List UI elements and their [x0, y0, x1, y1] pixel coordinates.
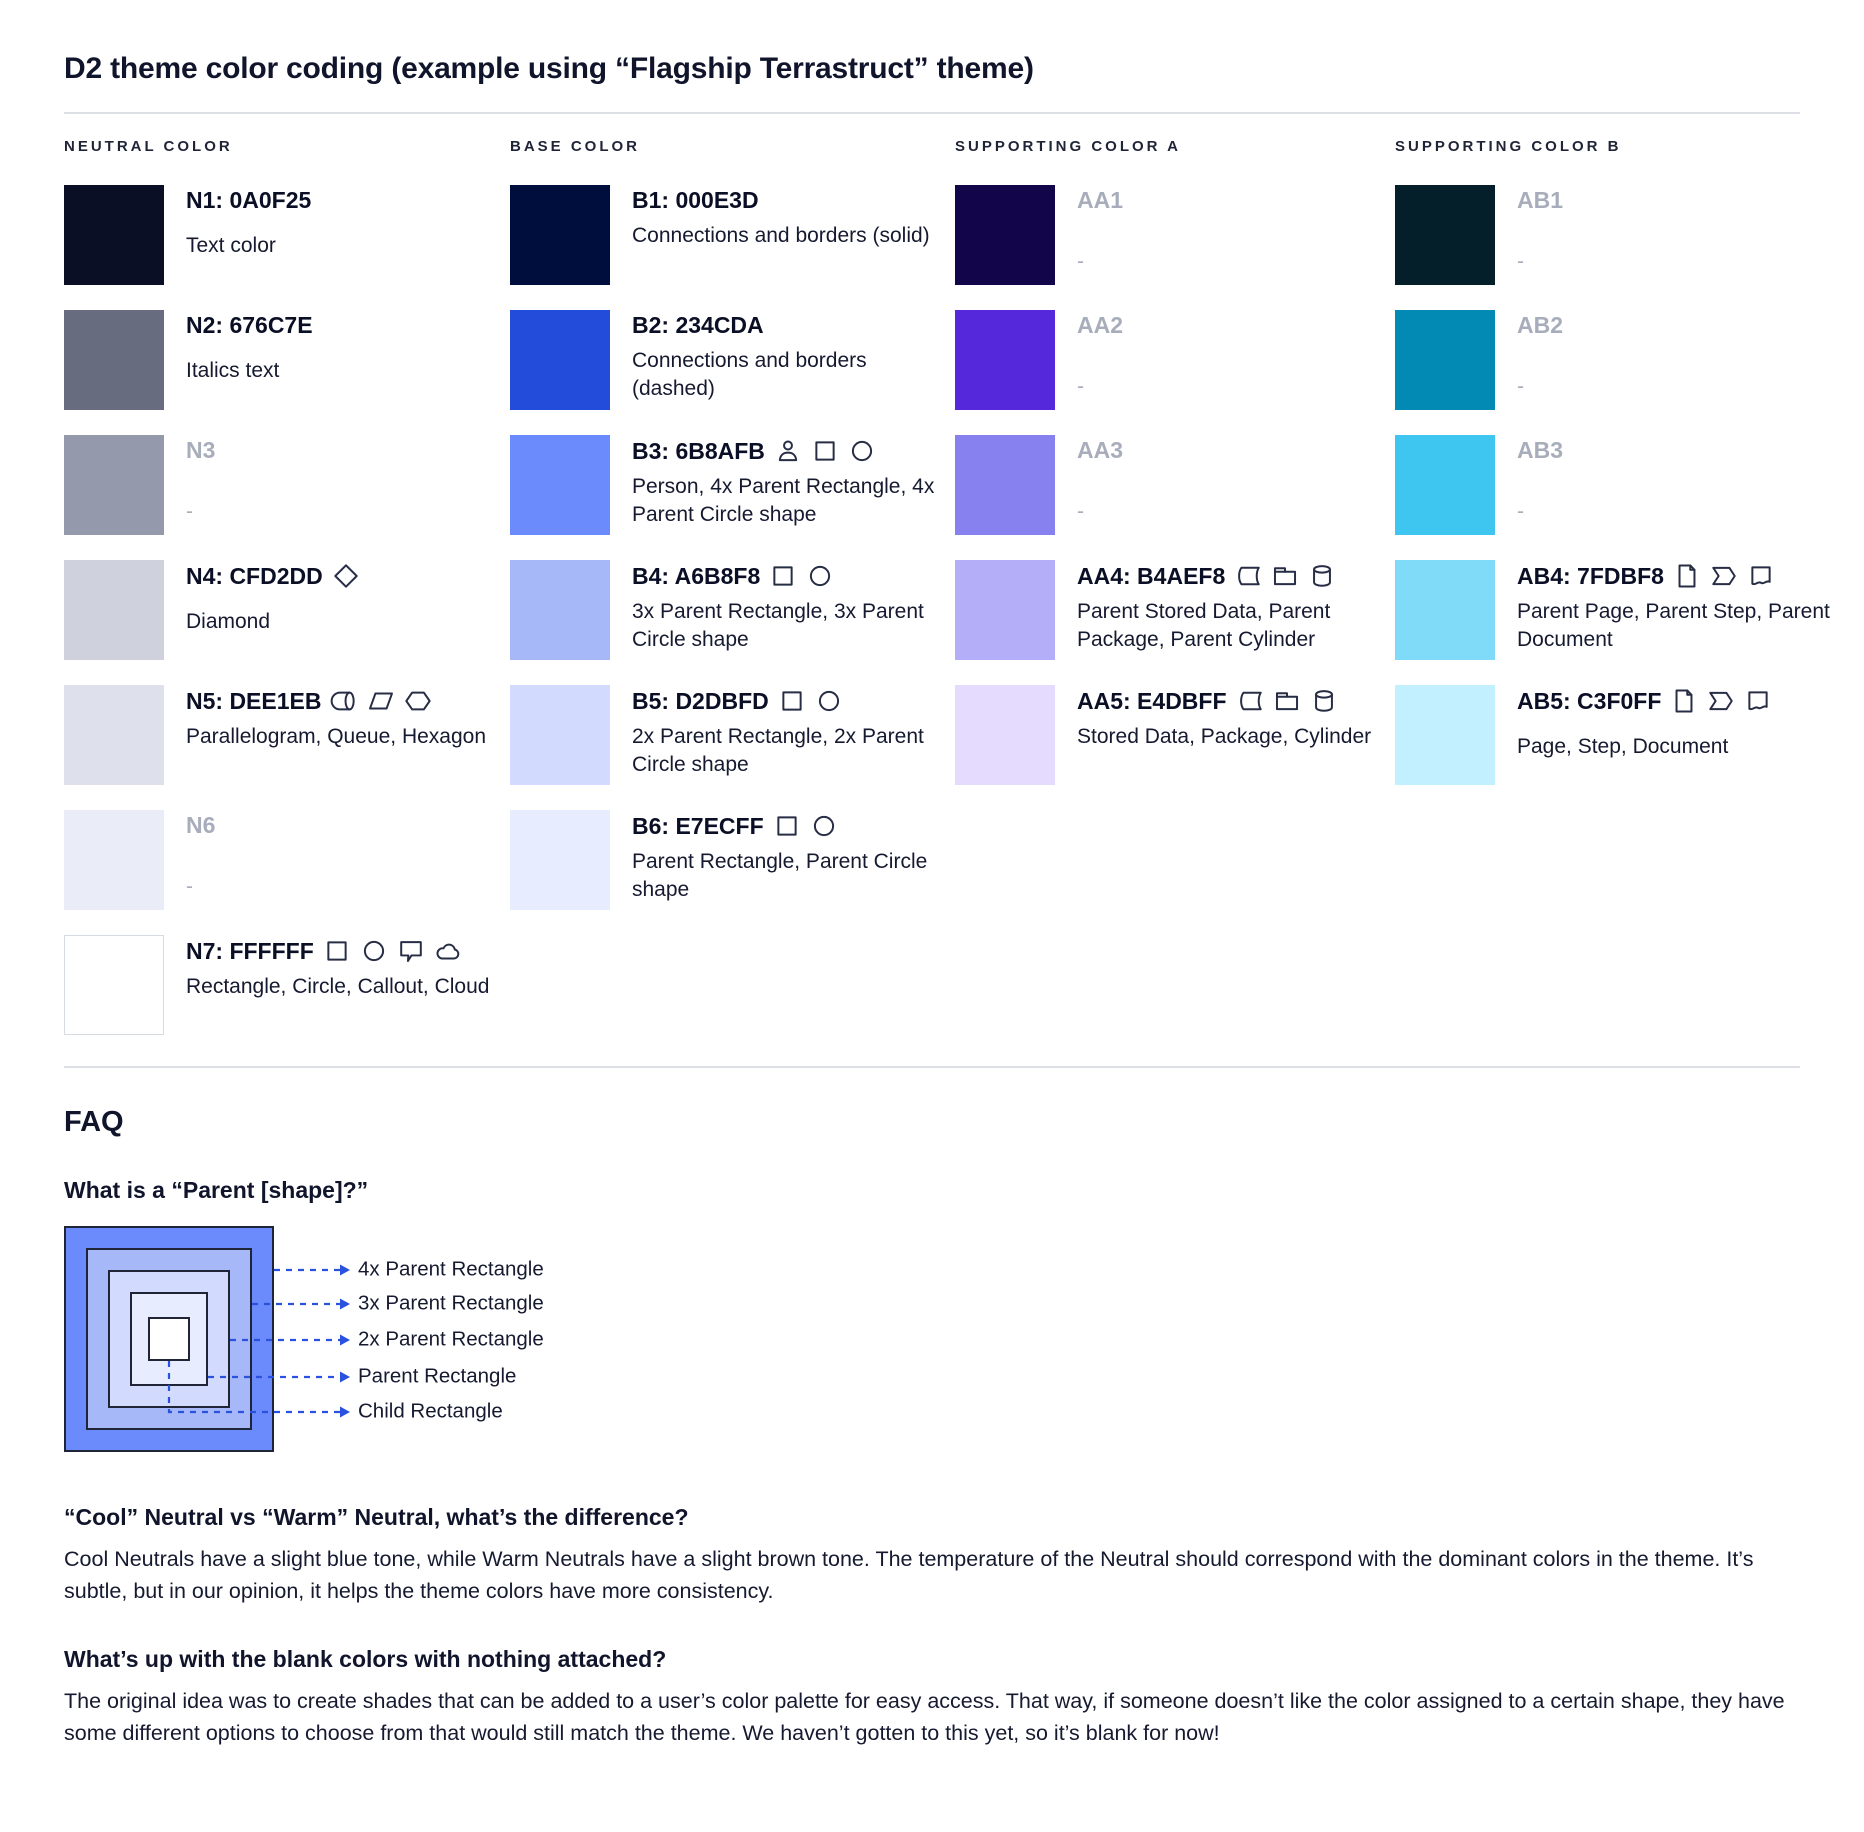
color-label: N6 — [186, 812, 216, 838]
rectangle-icon — [769, 562, 797, 590]
color-row — [510, 185, 955, 285]
color-row-text — [186, 810, 504, 910]
color-row-text — [632, 435, 950, 535]
color-row — [955, 310, 1395, 410]
color-label: AA5: E4DBFF — [1077, 687, 1227, 714]
color-row — [64, 685, 510, 785]
cylinder-icon — [1308, 562, 1336, 590]
color-row — [1395, 185, 1835, 285]
color-row-text — [186, 935, 504, 1035]
color-row-text — [632, 310, 950, 410]
document-icon — [1747, 562, 1775, 590]
color-row-text — [1077, 310, 1395, 410]
color-desc: Italics text — [186, 359, 280, 382]
color-desc: Parent Page, Parent Step, Parent Document — [1517, 600, 1830, 651]
color-desc: Page, Step, Document — [1517, 735, 1729, 758]
color-swatch — [510, 185, 610, 285]
color-desc: - — [1517, 375, 1524, 398]
package-icon — [1273, 687, 1301, 715]
column-header: SUPPORTING COLOR B — [1395, 138, 1622, 155]
color-desc: 3x Parent Rectangle, 3x Parent Circle shape — [632, 600, 924, 651]
color-swatch — [955, 310, 1055, 410]
color-swatch — [64, 185, 164, 285]
color-swatch — [510, 810, 610, 910]
color-label: AB3 — [1517, 437, 1564, 463]
circle-icon — [360, 937, 388, 965]
faq-q2-heading: “Cool” Neutral vs “Warm” Neutral, what’s the difference? — [64, 1504, 689, 1530]
cylinder-icon — [1310, 687, 1338, 715]
color-label: AA3 — [1077, 437, 1124, 463]
color-row — [1395, 685, 1835, 785]
color-row — [955, 435, 1395, 535]
color-row — [510, 685, 955, 785]
color-swatch — [64, 935, 164, 1035]
color-swatch — [1395, 560, 1495, 660]
column-header: BASE COLOR — [510, 138, 641, 155]
color-row-text — [632, 685, 950, 785]
color-row-text — [186, 685, 504, 785]
color-row-text — [1077, 435, 1395, 535]
palette-column — [64, 138, 510, 1060]
diamond-icon — [332, 562, 360, 590]
color-row-text — [632, 560, 950, 660]
faq-section — [64, 1106, 1800, 1749]
queue-icon — [330, 687, 358, 715]
color-desc: Connections and borders (dashed) — [632, 349, 867, 400]
faq-divider — [64, 1066, 1800, 1068]
color-swatch — [955, 560, 1055, 660]
color-label: N4: CFD2DD — [186, 562, 323, 589]
color-row-text — [632, 185, 950, 285]
color-row — [510, 560, 955, 660]
color-row — [64, 185, 510, 285]
color-label: AB2 — [1517, 312, 1564, 338]
page-icon — [1673, 562, 1701, 590]
color-row-text — [186, 310, 504, 410]
faq-q3-heading: What’s up with the blank colors with nothing attached? — [64, 1645, 667, 1672]
color-label: AA1 — [1077, 187, 1124, 213]
color-desc: Stored Data, Package, Cylinder — [1077, 725, 1372, 748]
color-desc: - — [1077, 375, 1084, 398]
palette-column — [1395, 138, 1835, 1060]
palette-column — [955, 138, 1395, 1060]
color-row — [64, 560, 510, 660]
color-swatch — [64, 435, 164, 535]
cloud-icon — [434, 937, 462, 965]
color-row-text — [1517, 310, 1835, 410]
color-label: N3 — [186, 437, 216, 463]
color-desc: Text color — [186, 234, 276, 257]
rectangle-icon — [778, 687, 806, 715]
color-row — [955, 685, 1395, 785]
color-swatch — [1395, 185, 1495, 285]
color-swatch — [1395, 310, 1495, 410]
color-label: B4: A6B8F8 — [632, 562, 761, 589]
color-row — [1395, 310, 1835, 410]
parent-shape-diagram — [64, 1226, 704, 1466]
callout-icon — [397, 937, 425, 965]
color-desc: Rectangle, Circle, Callout, Cloud — [186, 975, 490, 998]
color-row — [64, 935, 510, 1035]
step-icon — [1710, 562, 1738, 590]
rectangle-icon — [773, 812, 801, 840]
color-row-text — [1517, 560, 1835, 660]
color-label: B2: 234CDA — [632, 312, 764, 338]
step-icon — [1707, 687, 1735, 715]
color-swatch — [510, 685, 610, 785]
color-swatch — [64, 810, 164, 910]
color-row — [955, 560, 1395, 660]
color-label: B6: E7ECFF — [632, 812, 764, 839]
color-row-text — [1517, 685, 1835, 785]
stored-data-icon — [1236, 687, 1264, 715]
color-desc: Diamond — [186, 610, 271, 633]
color-desc: 2x Parent Rectangle, 2x Parent Circle shape — [632, 725, 924, 776]
color-row — [64, 310, 510, 410]
column-header: NEUTRAL COLOR — [64, 138, 233, 155]
document-icon — [1744, 687, 1772, 715]
color-desc: - — [1517, 500, 1524, 523]
color-swatch — [1395, 435, 1495, 535]
color-desc: Person, 4x Parent Rectangle, 4x Parent Circle shape — [632, 475, 935, 526]
color-desc: Parent Rectangle, Parent Circle shape — [632, 850, 928, 901]
color-row-text — [1517, 185, 1835, 285]
faq-q1-heading: What is a “Parent [shape]?” — [64, 1177, 369, 1203]
color-row — [1395, 435, 1835, 535]
color-swatch — [64, 310, 164, 410]
color-row — [64, 435, 510, 535]
circle-icon — [815, 687, 843, 715]
color-swatch — [955, 185, 1055, 285]
color-label: AB1 — [1517, 187, 1564, 213]
color-row-text — [1517, 435, 1835, 535]
color-desc: - — [186, 500, 193, 523]
color-desc: Parent Stored Data, Parent Package, Parent Cylinder — [1077, 600, 1331, 651]
person-icon — [774, 437, 802, 465]
parallelogram-icon — [367, 687, 395, 715]
color-desc: - — [1077, 250, 1084, 273]
color-row — [1395, 560, 1835, 660]
color-row-text — [186, 185, 504, 285]
column-header: SUPPORTING COLOR A — [955, 138, 1181, 155]
color-swatch — [510, 435, 610, 535]
diagram-label: 4x Parent Rectangle — [358, 1257, 544, 1281]
color-swatch — [1395, 685, 1495, 785]
color-swatch — [64, 560, 164, 660]
diagram-label: 2x Parent Rectangle — [358, 1327, 544, 1351]
color-desc: - — [1077, 500, 1084, 523]
color-desc: - — [186, 875, 193, 898]
color-label: AB4: 7FDBF8 — [1517, 562, 1664, 589]
circle-icon — [810, 812, 838, 840]
color-desc: - — [1517, 250, 1524, 273]
circle-icon — [848, 437, 876, 465]
color-swatch — [510, 310, 610, 410]
color-row-text — [1077, 185, 1395, 285]
color-row — [510, 435, 955, 535]
color-swatch — [955, 685, 1055, 785]
palette-column — [510, 138, 955, 1060]
hexagon-icon — [404, 687, 432, 715]
color-label: B5: D2DBFD — [632, 687, 769, 714]
rectangle-icon — [811, 437, 839, 465]
top-divider — [64, 112, 1800, 114]
package-icon — [1271, 562, 1299, 590]
page-title: D2 theme color coding (example using “Flagship Terrastruct” theme) — [64, 52, 1034, 85]
color-label: AA2 — [1077, 312, 1124, 338]
color-row — [955, 185, 1395, 285]
color-row — [510, 810, 955, 910]
color-label: B1: 000E3D — [632, 187, 759, 213]
diagram-label: 3x Parent Rectangle — [358, 1291, 544, 1315]
color-row — [510, 310, 955, 410]
color-row-text — [1077, 560, 1395, 660]
stored-data-icon — [1234, 562, 1262, 590]
color-row-text — [1077, 685, 1395, 785]
color-label: B3: 6B8AFB — [632, 437, 765, 464]
color-label: N7: FFFFFF — [186, 937, 314, 964]
color-row-text — [186, 435, 504, 535]
color-swatch — [64, 685, 164, 785]
page-icon — [1670, 687, 1698, 715]
color-swatch — [510, 560, 610, 660]
color-label: N5: DEE1EB — [186, 687, 322, 714]
color-label: AA4: B4AEF8 — [1077, 562, 1226, 589]
color-row-text — [186, 560, 504, 660]
circle-icon — [806, 562, 834, 590]
color-desc: Parallelogram, Queue, Hexagon — [186, 725, 487, 748]
color-label: N2: 676C7E — [186, 312, 313, 338]
color-label: N1: 0A0F25 — [186, 187, 312, 213]
color-row — [64, 810, 510, 910]
color-row-text — [632, 810, 950, 910]
color-desc: Connections and borders (solid) — [632, 224, 930, 247]
faq-q3-answer: The original idea was to create shades that can be added to a user’s color palette for easy access. That way, if someone doesn’t like the color assigned to a certain shape, they have some different options to choose from that would still match the theme. We haven’t gotten to this yet, so it’s blank for now! — [64, 1688, 1785, 1745]
diagram-rect-child — [148, 1317, 190, 1361]
faq-title: FAQ — [64, 1106, 124, 1138]
palette-grid — [64, 138, 1830, 1060]
color-swatch — [955, 435, 1055, 535]
diagram-label: Parent Rectangle — [358, 1364, 517, 1388]
faq-q2-answer: Cool Neutrals have a slight blue tone, while Warm Neutrals have a slight brown tone. The temperature of the Neutral should correspond with the dominant colors in the theme. It’s subtle, but in our opinion, it helps the theme colors have more consistency. — [64, 1547, 1754, 1604]
color-label: AB5: C3F0FF — [1517, 687, 1662, 714]
diagram-label: Child Rectangle — [358, 1399, 503, 1423]
rectangle-icon — [323, 937, 351, 965]
